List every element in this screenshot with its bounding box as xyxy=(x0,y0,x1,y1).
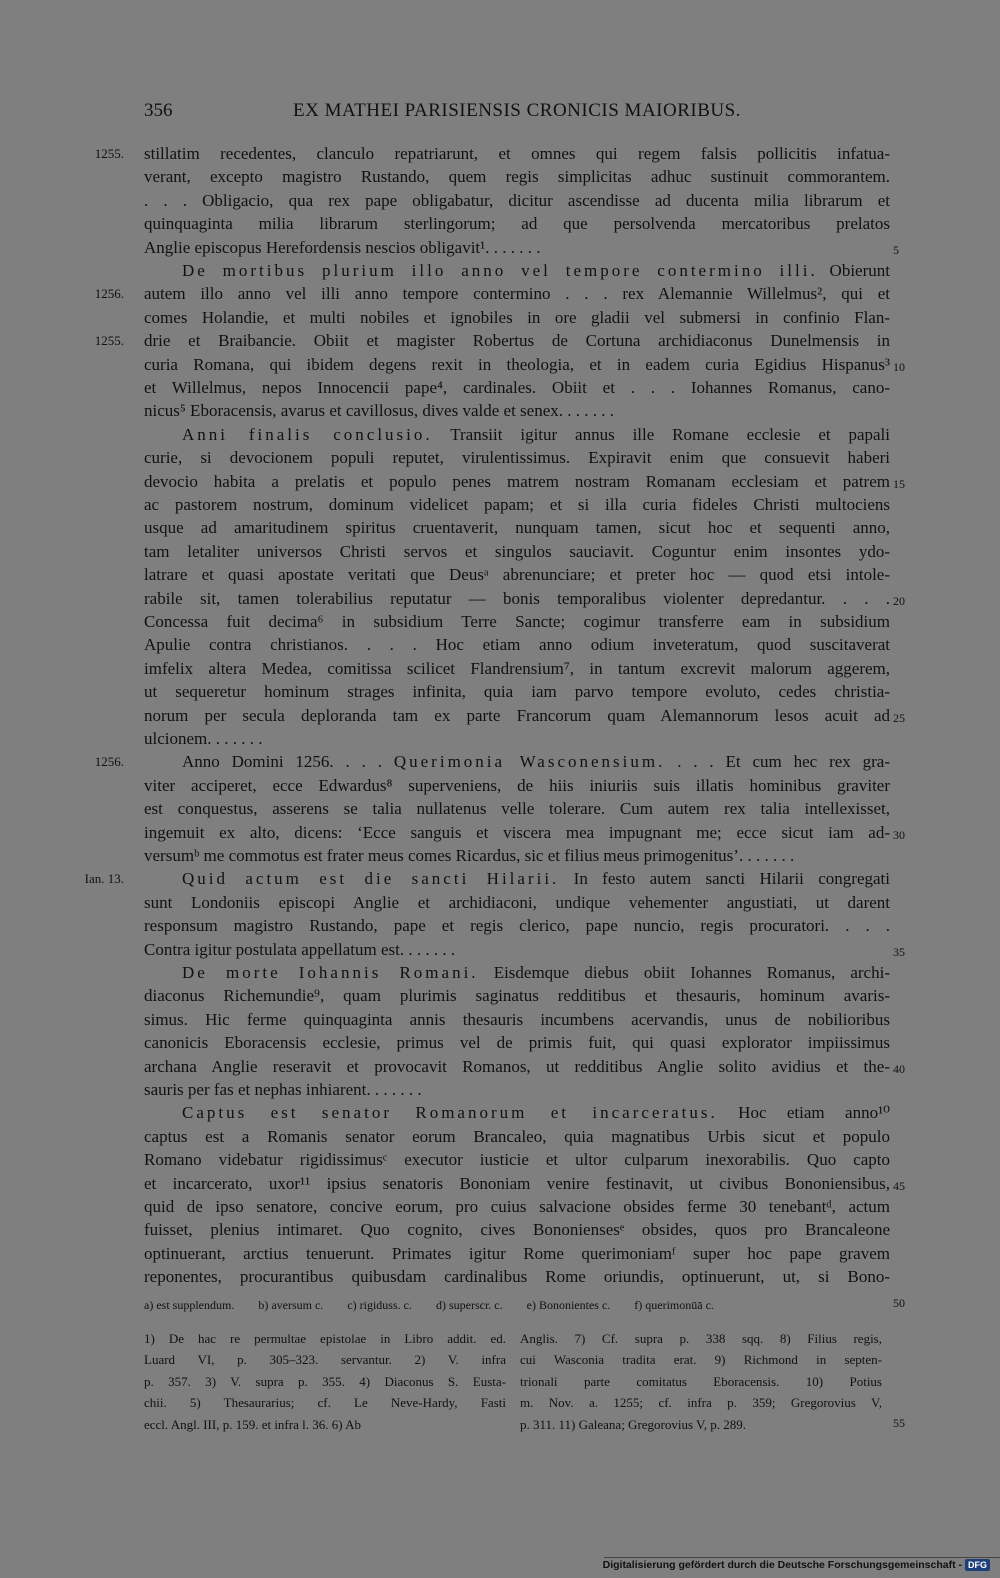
footnotes-line-number: 55 xyxy=(893,1416,905,1430)
variant-note: e) Bononientes c. xyxy=(526,1298,611,1312)
line-text: quid de ipso senatore, concive eorum, pro cuius salvacione obsides ferme 30 tenebantᵈ, actum xyxy=(144,1197,890,1216)
margin-date: 1255. xyxy=(94,146,124,161)
text-line xyxy=(144,1218,890,1241)
text-line xyxy=(144,867,890,890)
line-number: 15 xyxy=(893,476,905,491)
footnote-line: chii. 5) Thesaurarius; cf. Le Neve-Hardy, Fasti xyxy=(144,1395,506,1411)
line-text: stillatim recedentes, clanculo repatriarunt, et omnes qui regem falsis pollicitis infatua- xyxy=(144,144,890,163)
line-text: drie et Braibancie. Obiit et magister Robertus de Cortuna archidiaconus Dunelmensis in xyxy=(144,331,890,351)
line-text: ulcionem. . . . . . . xyxy=(144,729,263,748)
line-text: optinuerant, arctius tenuerunt. Primates igitur Rome querimoniamᶠ super hoc pape gravem xyxy=(144,1243,890,1263)
page-number: 356 xyxy=(144,100,173,121)
text-line xyxy=(144,1172,890,1195)
line-number: 35 xyxy=(893,944,905,959)
text-line xyxy=(144,610,890,633)
text-line xyxy=(144,914,890,937)
line-text: fuisset, plenius intimaret. Quo cognito, cives Bononiensesᵉ obsides, quos pro Brancaleone xyxy=(144,1220,890,1240)
text-line xyxy=(144,142,890,165)
line-number: 10 xyxy=(893,359,905,374)
text-line xyxy=(144,1101,890,1124)
footnote-line: trionali parte comitatus Eboracensis. 10) Potius xyxy=(520,1373,882,1389)
line-text: latrare et quasi apostate veritati que Deusᵃ abrenunciare; et preter hoc — quod etsi intole- xyxy=(144,565,890,585)
text-line xyxy=(144,984,890,1007)
line-text: canonicis Eboracensis ecclesie, primus vel de primis fuit, qui quasi explorator impiissimus xyxy=(144,1033,890,1053)
line-text: Romano videbatur rigidissimusᶜ executor iusticie et ultor culparum inexorabilis. Quo capto xyxy=(144,1150,890,1170)
line-text: autem illo anno vel illi anno tempore contermino . . . rex Alemannie Willelmus², qui et xyxy=(144,284,890,304)
text-line xyxy=(144,1242,890,1265)
line-text: sunt Londoniis episcopi Anglie et archidiaconi, undique vehementer angustiati, ut darent xyxy=(144,892,890,912)
dfg-footer xyxy=(603,1556,990,1574)
line-text: ingemuit ex alto, dicens: ‘Ecce sanguis et viscera mea impugnant me; ecce sicut iam ad- xyxy=(144,822,890,842)
textual-variants xyxy=(144,1295,890,1315)
text-line xyxy=(144,938,890,961)
line-text: archana Anglie reseravit et provocavit Romanos, ut redditibus Anglie solito avidius et the- xyxy=(144,1056,890,1076)
text-line xyxy=(144,633,890,656)
text-line xyxy=(144,423,890,446)
line-text: Obierunt xyxy=(817,261,890,280)
text-line xyxy=(144,399,890,422)
line-text: ut sequeretur hominum strages infinita, quia iam parvo tempore evoluto, cedes christia- xyxy=(144,682,890,702)
line-text: nicus⁵ Eboracensis, avarus et cavillosus, dives valde et senex. . . . . . . xyxy=(144,401,614,421)
line-text: Apulie contra christianos. . . . Hoc etiam anno odium inveteratum, quod suscitaverat xyxy=(144,635,890,655)
text-line xyxy=(144,1055,890,1078)
line-text: rabile sit, tamen tolerabilius reputatur — bonis temporalibus violenter depredantur. . . . xyxy=(144,588,890,608)
line-text: est conquestus, asserens se talia nullatenus velle tolerare. Cum autem rex talia intellexisset, xyxy=(144,799,890,819)
line-text: comes Holandie, et multi nobiles et ignobiles in ore gladii vel submersi in confinio Flan- xyxy=(144,307,890,327)
text-line xyxy=(144,446,890,469)
line-text: Contra igitur postulata appellatum est. . . . . . . xyxy=(144,939,456,959)
text-line xyxy=(144,657,890,680)
line-text: diaconus Richemundie⁹, quam plurimis saginatus redditibus et thesauris, hominum avaris- xyxy=(144,986,890,1006)
text-line xyxy=(144,1148,890,1171)
line-text: et incarcerato, uxor¹¹ ipsius senatoris Bononiam venire festinavit, ut civibus Bononiensibus, xyxy=(144,1173,890,1193)
line-text: norum per secula deploranda tam ex parte Francorum quam Alemannorum lesos acuit ad xyxy=(144,705,890,725)
variant-note: c) rigiduss. c. xyxy=(347,1298,412,1312)
variant-note: a) est supplendum. xyxy=(144,1298,235,1312)
line-text: viter acciperet, ecce Edwardus⁸ superveniens, de hiis iniuriis suis illatis hominibus graviter xyxy=(144,775,890,795)
section-heading: Captus est senator Romanorum et incarceratus. xyxy=(182,1103,718,1123)
line-text: Eisdemque diebus obiit Iohannes Romanus, archi- xyxy=(478,963,890,982)
footnote-line: Anglis. 7) Cf. supra p. 338 sqq. 8) Filius regis, xyxy=(520,1331,882,1346)
footnote-line: p. 311. 11) Galeana; Gregorovius V, p. 289. xyxy=(520,1416,747,1432)
line-text: responsum magistro Rustando, pape et regis clerico, pape nuncio, regis procuratori. . . . xyxy=(144,916,890,936)
footnote-line: p. 357. 3) V. supra p. 355. 4) Diaconus S. Eusta- xyxy=(144,1373,506,1389)
margin-date: 1256. xyxy=(94,754,124,770)
line-text: Hoc etiam anno¹⁰ xyxy=(717,1103,890,1123)
line-text: usque ad amaritudinem spiritus cruentaverit, nunquam tamen, sicut hoc et sequenti anno, xyxy=(144,518,890,538)
text-line xyxy=(144,540,890,563)
text-line xyxy=(144,797,890,820)
footnote-line: 1) De hac re permultae epistolae in Libro addit. ed. xyxy=(144,1331,506,1346)
variants-line-number: 50 xyxy=(893,1296,905,1310)
line-text: quinquaginta milia librarum sterlingorum; ad que persolvenda mercatoribus prelatos xyxy=(144,214,890,234)
section-heading: Anni finalis conclusio. xyxy=(182,424,433,444)
line-text: curie, si devocionem populi reputet, virulentissimus. Expiravit enim que consuevit haberi xyxy=(144,448,890,468)
text-line xyxy=(144,1008,890,1031)
text-line xyxy=(144,1078,890,1101)
section-heading: De morte Iohannis Romani. xyxy=(182,963,479,982)
line-text: simus. Hic ferme quinquaginta annis thesauris incumbens acervandis, unus de nobilioribus xyxy=(144,1009,890,1029)
line-text: versumᵇ me commotus est frater meus comes Ricardus, sic et filius meus primogenitus’. . . . . . . xyxy=(144,846,795,865)
footnotes-left-column xyxy=(144,1328,506,1435)
line-number: 40 xyxy=(893,1061,905,1076)
running-title: EX MATHEI PARISIENSIS CRONICIS MAIORIBUS. xyxy=(293,100,741,121)
line-text: Concessa fuit decima⁶ in subsidium Terre Sancte; cogimur transferre eam in subsidium xyxy=(144,612,890,631)
text-line xyxy=(144,587,890,610)
section-heading: Querimonia Wasconensium. xyxy=(393,752,666,772)
footnote-line: m. Nov. a. 1255; cf. infra p. 359; Gregorovius V, xyxy=(520,1395,882,1411)
page-header xyxy=(144,100,890,130)
line-text: devocio habita a prelatis et populo penes matrem nostram Romanam ecclesiam et patrem xyxy=(144,471,890,491)
text-line xyxy=(144,493,890,516)
line-text: tam letaliter universos Christi servos et singulos sauciavit. Coguntur enim insontes ydo- xyxy=(144,541,890,561)
line-text: curia Romana, qui ibidem degens rexit in theologia, et in eadem curia Egidius Hispanus³ xyxy=(144,354,890,374)
line-number: 30 xyxy=(893,827,905,842)
text-line xyxy=(144,353,890,376)
line-text: . . . Et cum hec rex gra- xyxy=(665,752,890,772)
section-heading: De mortibus plurium illo anno vel tempore contermino illi. xyxy=(182,261,818,280)
text-line xyxy=(144,1125,890,1148)
margin-date: 1255. xyxy=(94,333,124,349)
text-line xyxy=(144,259,890,282)
footnotes-right-column xyxy=(520,1328,882,1435)
text-line xyxy=(144,891,890,914)
text-line xyxy=(144,470,890,493)
line-text: verant, excepto magistro Rustando, quem regis simplicitas adhuc sustinuit commorantem. xyxy=(144,167,890,187)
variant-note: f) querimonūā c. xyxy=(634,1298,714,1312)
line-text: sauris per fas et nephas inhiarent. . . . . . . xyxy=(144,1080,422,1099)
text-line xyxy=(144,961,890,984)
line-text: Anno Domini 1256. . . . xyxy=(182,752,394,772)
line-text: Anglie episcopus Herefordensis nescios obligavit¹. . . . . . . xyxy=(144,237,541,257)
text-line xyxy=(144,236,890,259)
variant-note: d) superscr. c. xyxy=(435,1298,503,1312)
line-text: et Willelmus, nepos Innocencii pape⁴, cardinales. Obiit et . . . Iohannes Romanus, cano- xyxy=(144,378,890,397)
dfg-logo-icon: DFG xyxy=(965,1559,990,1571)
line-number: 45 xyxy=(893,1178,905,1193)
footnote-line: Luard VI, p. 305–323. servantur. 2) V. infra xyxy=(144,1352,506,1368)
text-line xyxy=(144,844,890,867)
text-line xyxy=(144,1031,890,1054)
line-text: In festo autem sancti Hilarii congregati xyxy=(559,869,890,889)
text-line xyxy=(144,516,890,539)
margin-date: 1256. xyxy=(94,286,124,302)
text-line xyxy=(144,165,890,188)
text-line xyxy=(144,727,890,750)
section-heading: Quid actum est die sancti Hilarii. xyxy=(182,869,560,889)
line-number: 20 xyxy=(893,593,905,608)
text-line xyxy=(144,680,890,703)
line-number: 25 xyxy=(893,710,905,725)
text-line xyxy=(144,376,890,399)
text-line xyxy=(144,821,890,844)
line-text: captus est a Romanis senator eorum Brancaleo, quia magnatibus Urbis sicut et populo xyxy=(144,1126,890,1146)
text-line xyxy=(144,306,890,329)
text-line xyxy=(144,1195,890,1218)
line-text: reponentes, procurantibus quibusdam cardinalibus Rome oriundis, optinuerunt, ut, si Bono- xyxy=(144,1267,890,1287)
text-line xyxy=(144,282,890,305)
variant-note: b) aversum c. xyxy=(258,1298,324,1312)
line-text: . . . Obligacio, qua rex pape obligabatur, dicitur ascendisse ad ducenta milia librarum et xyxy=(144,190,890,210)
footer-text: Digitalisierung gefördert durch die Deutsche Forschungsgemeinschaft - xyxy=(602,1559,962,1571)
text-line xyxy=(144,563,890,586)
text-line xyxy=(144,1265,890,1288)
text-line xyxy=(144,329,890,352)
text-line xyxy=(144,750,890,773)
text-line xyxy=(144,189,890,212)
footnote-line: eccl. Angl. III, p. 159. et infra l. 36. 6) Ab xyxy=(144,1416,361,1432)
line-text: ac pastorem nostrum, dominum videlicet papam; et si illa curia fideles Christi multociens xyxy=(144,495,890,514)
text-line xyxy=(144,774,890,797)
text-line xyxy=(144,212,890,235)
margin-date: Ian. 13. xyxy=(84,871,124,887)
line-text: imfelix altera Medea, comitissa scilicet Flandrensium⁷, in tantum excrevit malorum aggerem, xyxy=(144,658,890,678)
line-text: Transiit igitur annus ille Romane ecclesie et papali xyxy=(432,424,890,444)
line-number: 5 xyxy=(893,242,899,257)
text-line xyxy=(144,704,890,727)
footnote-line: cui Wasconia tradita erat. 9) Richmond in septen- xyxy=(520,1352,882,1368)
